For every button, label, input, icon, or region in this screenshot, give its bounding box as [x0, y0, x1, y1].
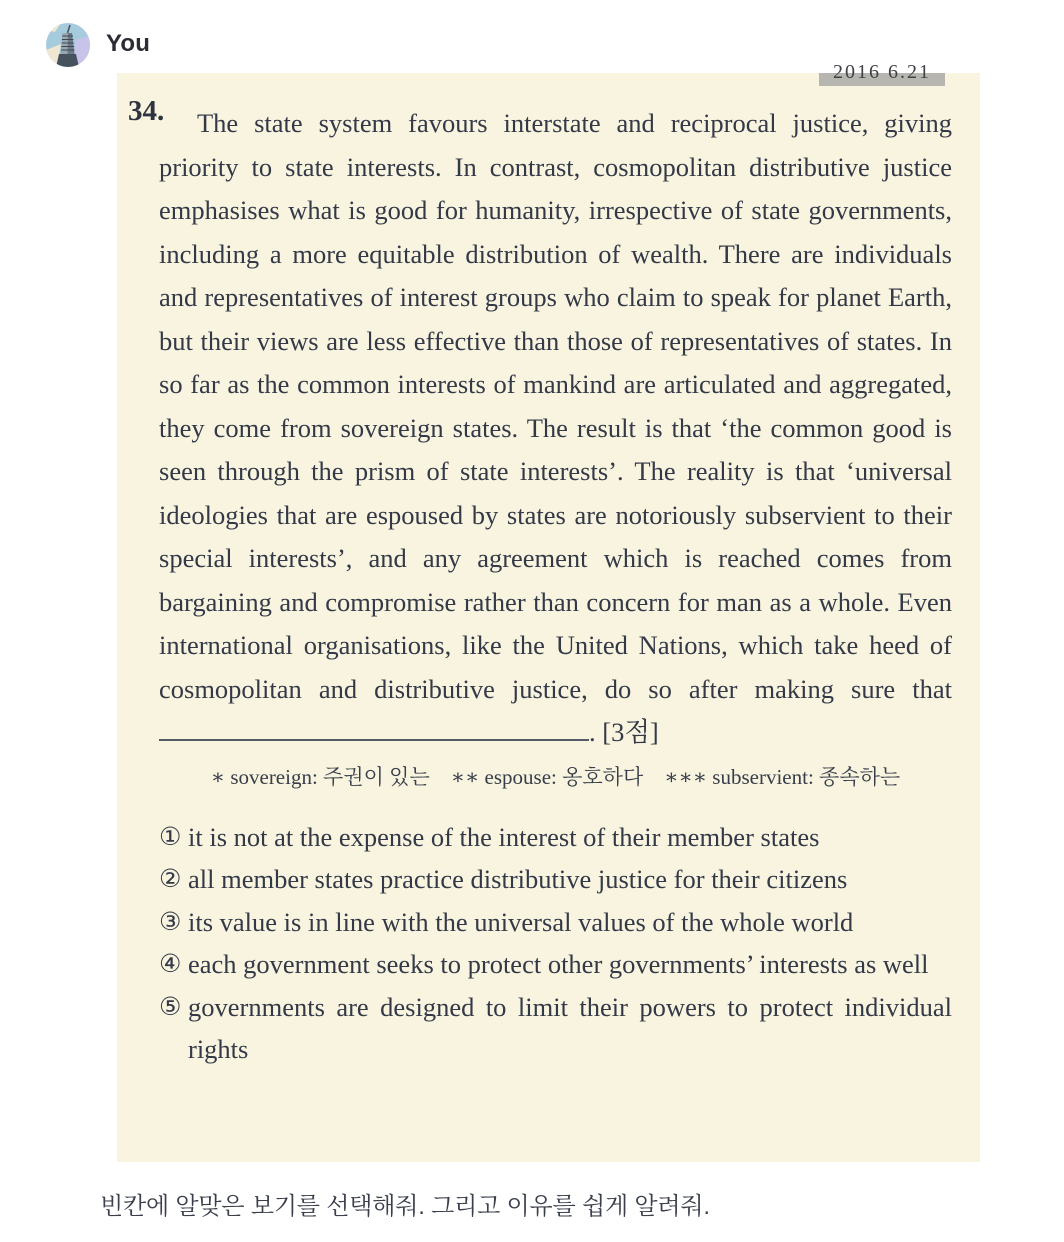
option-text: governments are designed to limit their powers to protect individual rights: [188, 991, 952, 1064]
fill-in-blank-line: [159, 721, 589, 741]
circled-number-4: ④: [159, 949, 182, 978]
question-number: 34.: [128, 95, 165, 127]
user-message-text: 빈칸에 알맞은 보기를 선택해줘. 그리고 이유를 쉽게 알려줘.: [100, 1193, 710, 1220]
answer-option-3: [159, 901, 952, 944]
sender-name: You: [106, 30, 151, 57]
exam-question-block: [117, 73, 980, 1071]
option-text: its value is in line with the universal values of the whole world: [188, 906, 854, 937]
exam-image-attachment[interactable]: [117, 61, 980, 1162]
option-text: it is not at the expense of the interest of their member states: [188, 821, 820, 852]
answer-option-5: [159, 986, 952, 1071]
circled-number-5: ⑤: [159, 991, 182, 1021]
circled-number-3: ③: [159, 906, 182, 936]
answer-option-1: [159, 816, 952, 859]
vocabulary-glossary: ∗ sovereign: 주권이 있는 ∗∗ espouse: 옹호하다 ∗∗∗ subservient: 종속하는: [210, 764, 901, 789]
cropped-date-stamp: 2016 6.21: [819, 73, 945, 86]
tower-illustration-icon: [46, 23, 90, 67]
option-text: all member states practice distributive justice for their citizens: [188, 864, 848, 894]
circled-number-1: ①: [159, 821, 182, 851]
option-text: each government seeks to protect other governments’ interests as well: [188, 949, 929, 979]
answer-option-4: [159, 943, 952, 986]
circled-number-2: ②: [159, 864, 182, 893]
question-passage: The state system favours interstate and reciprocal justice, giving priority to state interests. In contrast, cosmopolitan distributive justice emphasises what is good for humanity, irrespective of state governments, including a more equitable distribution of wealth. There are individuals and representatives of interest groups who claim to speak for planet Earth, but their views are less effective than those of representatives of states. In so far as the common interests of mankind are articulated and aggregated, they come from sovereign states. The result is that ‘the common good is seen through the prism of state interests’. The reality is that ‘universal ideologies that are espoused by states are notoriously subservient to their special interests’, and any agreement which is reached comes from bargaining and compromise rather than concern for man as a whole. Even international organisations, like the United Nations, which take heed of cosmopolitan and distributive justice, do so after making sure that . [3점]: [159, 108, 952, 747]
points-suffix: . [3점]: [589, 717, 659, 747]
answer-options: [159, 816, 952, 1071]
user-avatar[interactable]: [46, 23, 90, 67]
answer-option-2: [159, 858, 952, 901]
